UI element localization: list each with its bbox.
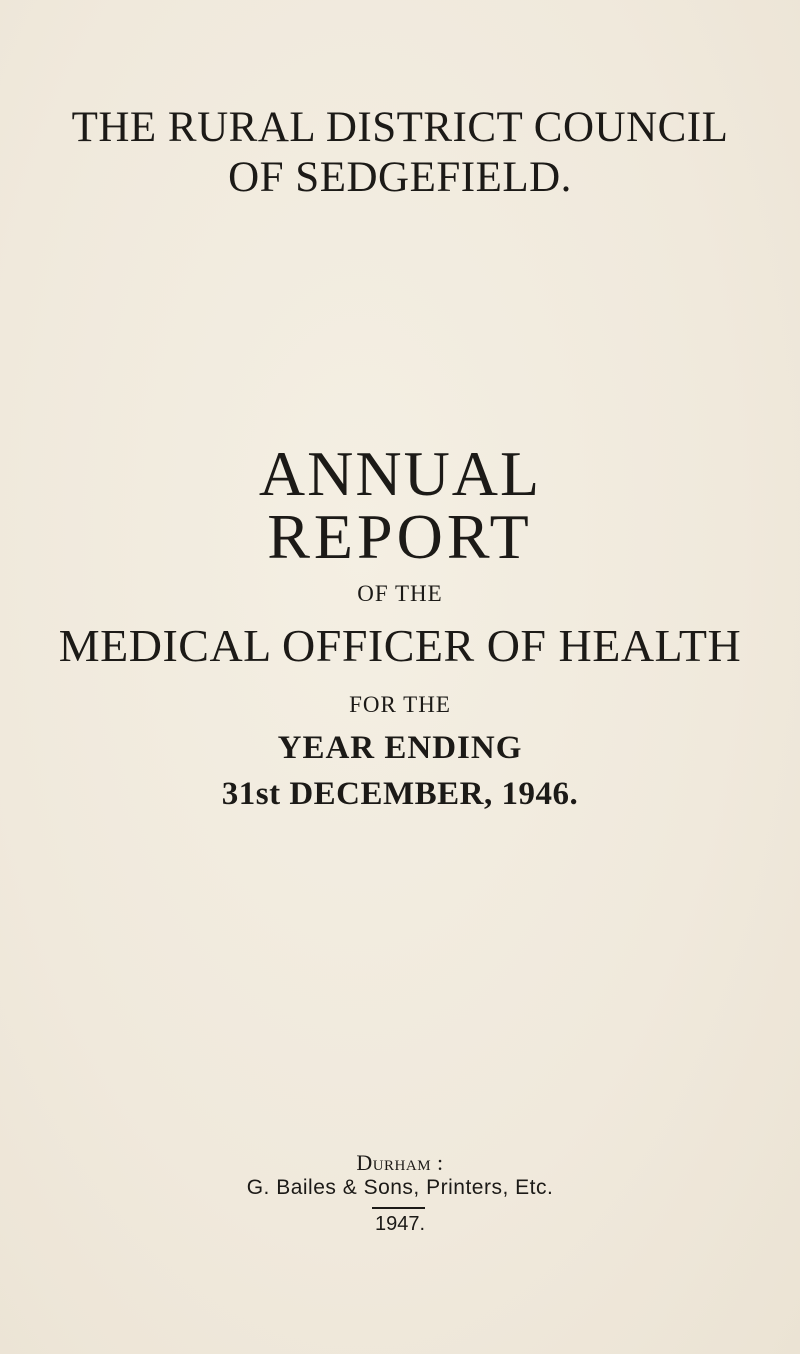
report-subject: MEDICAL OFFICER OF HEALTH xyxy=(58,620,742,671)
period-line-1: YEAR ENDING xyxy=(277,730,523,766)
connector-for-the: FOR THE xyxy=(349,692,451,717)
imprint-printer: G. Bailes & Sons, Printers, Etc. xyxy=(246,1176,554,1199)
imprint-year: 1947. xyxy=(374,1213,426,1235)
report-heading-annual: ANNUAL xyxy=(258,438,542,509)
report-heading-report: REPORT xyxy=(267,501,533,572)
connector-of-the: OF THE xyxy=(357,581,443,606)
period-line-2: 31st DECEMBER, 1946. xyxy=(221,776,579,812)
council-name-line-2: OF SEDGEFIELD. xyxy=(228,154,572,201)
council-name-line-1: THE RURAL DISTRICT COUNCIL xyxy=(71,104,729,151)
imprint-divider xyxy=(372,1207,425,1209)
imprint-place: Durham : xyxy=(356,1150,444,1175)
